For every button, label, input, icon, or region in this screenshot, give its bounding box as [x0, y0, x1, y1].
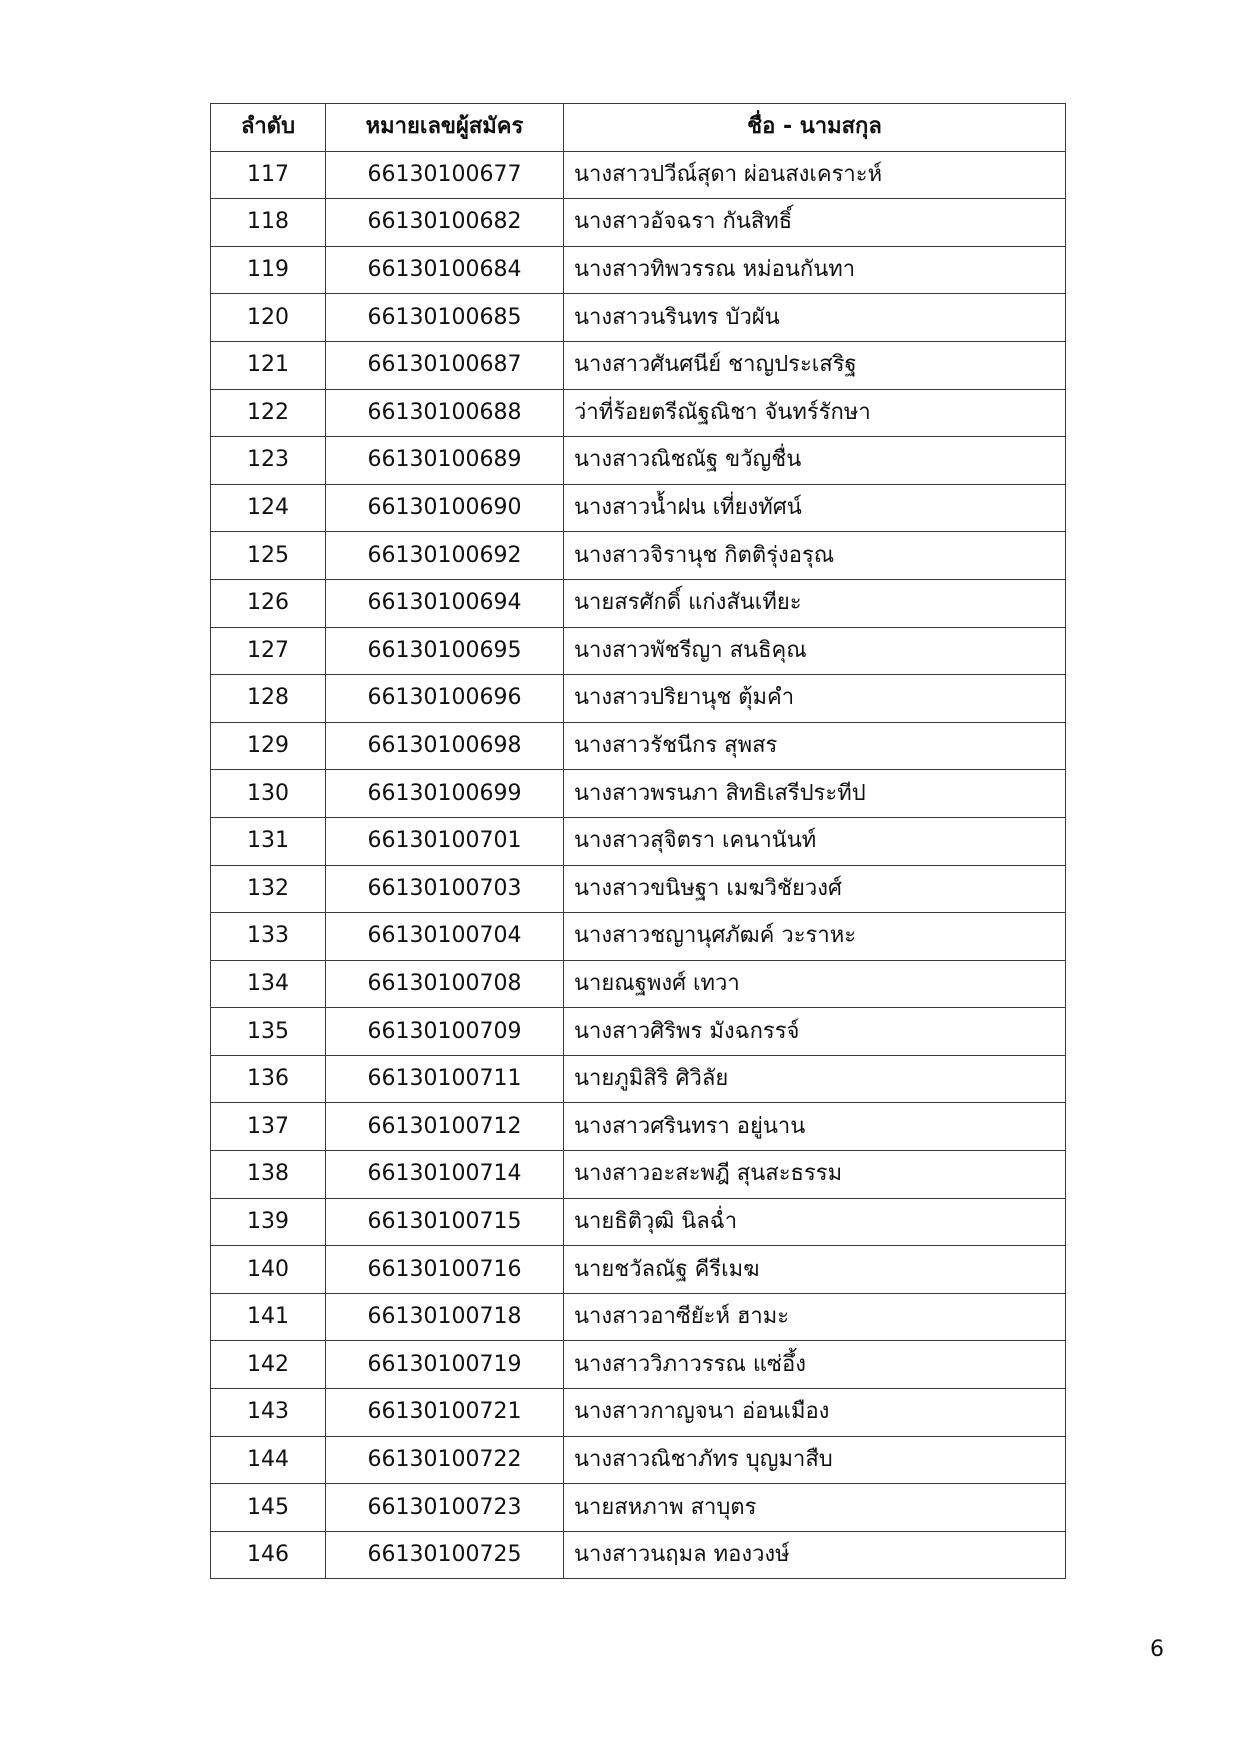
table-row [211, 1103, 1066, 1151]
order-number-cell: 124 [211, 484, 326, 532]
order-number-cell: 141 [211, 1293, 326, 1341]
table-row [211, 199, 1066, 247]
full-name-cell: นางสาวกาญจนา อ่อนเมือง [564, 1389, 1066, 1437]
table-row [211, 1436, 1066, 1484]
order-number-cell: 130 [211, 770, 326, 818]
order-number-cell: 136 [211, 1055, 326, 1103]
table-row [211, 389, 1066, 437]
table-row [211, 1198, 1066, 1246]
applicant-id-cell: 66130100685 [326, 294, 564, 342]
applicant-id-cell: 66130100718 [326, 1293, 564, 1341]
full-name-cell: นายภูมิสิริ ศิวิลัย [564, 1055, 1066, 1103]
order-number-cell: 146 [211, 1531, 326, 1579]
full-name-cell: นางสาวทิพวรรณ หม่อนกันทา [564, 246, 1066, 294]
table-row [211, 960, 1066, 1008]
order-number-cell: 126 [211, 579, 326, 627]
table-row [211, 1151, 1066, 1199]
order-number-cell: 135 [211, 1008, 326, 1056]
full-name-cell: นางสาวรัชนีกร สุพสร [564, 722, 1066, 770]
applicant-table [210, 103, 1066, 1579]
applicant-id-cell: 66130100696 [326, 675, 564, 723]
header-full-name: ชื่อ - นามสกุล [564, 104, 1066, 152]
applicant-id-cell: 66130100690 [326, 484, 564, 532]
applicant-id-cell: 66130100701 [326, 817, 564, 865]
order-number-cell: 118 [211, 199, 326, 247]
order-number-cell: 137 [211, 1103, 326, 1151]
table-row [211, 437, 1066, 485]
order-number-cell: 127 [211, 627, 326, 675]
order-number-cell: 122 [211, 389, 326, 437]
order-number-cell: 119 [211, 246, 326, 294]
applicant-id-cell: 66130100712 [326, 1103, 564, 1151]
order-number-cell: 123 [211, 437, 326, 485]
applicant-id-cell: 66130100699 [326, 770, 564, 818]
full-name-cell: นางสาวอาซียัะห์ ฮามะ [564, 1293, 1066, 1341]
page-number: 6 [1150, 1637, 1164, 1662]
full-name-cell: นางสาวอะสะพฎี สุนสะธรรม [564, 1151, 1066, 1199]
table-row [211, 913, 1066, 961]
order-number-cell: 117 [211, 151, 326, 199]
table-row [211, 341, 1066, 389]
header-applicant-id: หมายเลขผู้สมัคร [326, 104, 564, 152]
order-number-cell: 140 [211, 1246, 326, 1294]
applicant-id-cell: 66130100719 [326, 1341, 564, 1389]
full-name-cell: ว่าที่ร้อยตรีณัฐณิชา จันทร์รักษา [564, 389, 1066, 437]
table-row [211, 1293, 1066, 1341]
applicant-id-cell: 66130100723 [326, 1484, 564, 1532]
applicant-id-cell: 66130100722 [326, 1436, 564, 1484]
table-row [211, 294, 1066, 342]
full-name-cell: นายสรศักดิ์ แก่งสันเทียะ [564, 579, 1066, 627]
order-number-cell: 144 [211, 1436, 326, 1484]
table-row [211, 722, 1066, 770]
applicant-id-cell: 66130100708 [326, 960, 564, 1008]
order-number-cell: 120 [211, 294, 326, 342]
order-number-cell: 138 [211, 1151, 326, 1199]
order-number-cell: 143 [211, 1389, 326, 1437]
applicant-id-cell: 66130100709 [326, 1008, 564, 1056]
applicant-id-cell: 66130100684 [326, 246, 564, 294]
table-row [211, 532, 1066, 580]
table-row [211, 1055, 1066, 1103]
header-order-number: ลำดับ [211, 104, 326, 152]
full-name-cell: นายชวัลณัฐ คีรีเมฆ [564, 1246, 1066, 1294]
table-row [211, 817, 1066, 865]
applicant-id-cell: 66130100688 [326, 389, 564, 437]
full-name-cell: นายณฐพงศ์ เทวา [564, 960, 1066, 1008]
applicant-id-cell: 66130100677 [326, 151, 564, 199]
order-number-cell: 145 [211, 1484, 326, 1532]
full-name-cell: นางสาวศรินทรา อยู่นาน [564, 1103, 1066, 1151]
applicant-id-cell: 66130100704 [326, 913, 564, 961]
table-row [211, 246, 1066, 294]
table-header [211, 104, 1066, 152]
full-name-cell: นางสาวศิริพร มังฉกรรจ์ [564, 1008, 1066, 1056]
table-row [211, 1008, 1066, 1056]
table-row [211, 770, 1066, 818]
applicant-id-cell: 66130100711 [326, 1055, 564, 1103]
full-name-cell: นางสาวขนิษฐา เมฆวิชัยวงศ์ [564, 865, 1066, 913]
order-number-cell: 129 [211, 722, 326, 770]
table-body [211, 151, 1066, 1579]
full-name-cell: นางสาวสุจิตรา เคนานันท์ [564, 817, 1066, 865]
table-row [211, 1341, 1066, 1389]
full-name-cell: นางสาวปริยานุช ตุ้มคำ [564, 675, 1066, 723]
full-name-cell: นางสาวพรนภา สิทธิเสรีประทีป [564, 770, 1066, 818]
table-row [211, 1484, 1066, 1532]
order-number-cell: 142 [211, 1341, 326, 1389]
order-number-cell: 139 [211, 1198, 326, 1246]
order-number-cell: 131 [211, 817, 326, 865]
full-name-cell: นางสาวปวีณ์สุดา ผ่อนสงเคราะห์ [564, 151, 1066, 199]
full-name-cell: นางสาวศันศนีย์ ชาญประเสริฐ [564, 341, 1066, 389]
full-name-cell: นางสาวชญานุศภัฒค์ วะราหะ [564, 913, 1066, 961]
order-number-cell: 121 [211, 341, 326, 389]
applicant-id-cell: 66130100694 [326, 579, 564, 627]
table-row [211, 865, 1066, 913]
full-name-cell: นางสาวจิรานุช กิตติรุ่งอรุณ [564, 532, 1066, 580]
order-number-cell: 134 [211, 960, 326, 1008]
applicant-id-cell: 66130100682 [326, 199, 564, 247]
applicant-id-cell: 66130100716 [326, 1246, 564, 1294]
applicant-id-cell: 66130100687 [326, 341, 564, 389]
full-name-cell: นางสาววิภาวรรณ แซ่อึ้ง [564, 1341, 1066, 1389]
applicant-id-cell: 66130100689 [326, 437, 564, 485]
full-name-cell: นายสหภาพ สาบุตร [564, 1484, 1066, 1532]
header-row [211, 104, 1066, 152]
table-row [211, 151, 1066, 199]
applicant-id-cell: 66130100703 [326, 865, 564, 913]
applicant-id-cell: 66130100725 [326, 1531, 564, 1579]
full-name-cell: นางสาวณิชณัฐ ขวัญชื่น [564, 437, 1066, 485]
applicant-id-cell: 66130100695 [326, 627, 564, 675]
table-row [211, 484, 1066, 532]
applicant-id-cell: 66130100721 [326, 1389, 564, 1437]
order-number-cell: 125 [211, 532, 326, 580]
applicant-id-cell: 66130100715 [326, 1198, 564, 1246]
full-name-cell: นางสาวนฤมล ทองวงษ์ [564, 1531, 1066, 1579]
full-name-cell: นายธิติวุฒิ นิลฉ่ำ [564, 1198, 1066, 1246]
full-name-cell: นางสาวพัชรีญา สนธิคุณ [564, 627, 1066, 675]
table-row [211, 579, 1066, 627]
table-row [211, 1246, 1066, 1294]
table-row [211, 627, 1066, 675]
order-number-cell: 132 [211, 865, 326, 913]
order-number-cell: 128 [211, 675, 326, 723]
applicant-id-cell: 66130100698 [326, 722, 564, 770]
table-row [211, 1531, 1066, 1579]
full-name-cell: นางสาวน้ำฝน เที่ยงทัศน์ [564, 484, 1066, 532]
applicant-id-cell: 66130100714 [326, 1151, 564, 1199]
table-row [211, 1389, 1066, 1437]
order-number-cell: 133 [211, 913, 326, 961]
applicant-id-cell: 66130100692 [326, 532, 564, 580]
table-row [211, 675, 1066, 723]
full-name-cell: นางสาวนรินทร บัวผัน [564, 294, 1066, 342]
full-name-cell: นางสาวณิชาภัทร บุญมาสืบ [564, 1436, 1066, 1484]
full-name-cell: นางสาวอัจฉรา กันสิทธิ์ [564, 199, 1066, 247]
